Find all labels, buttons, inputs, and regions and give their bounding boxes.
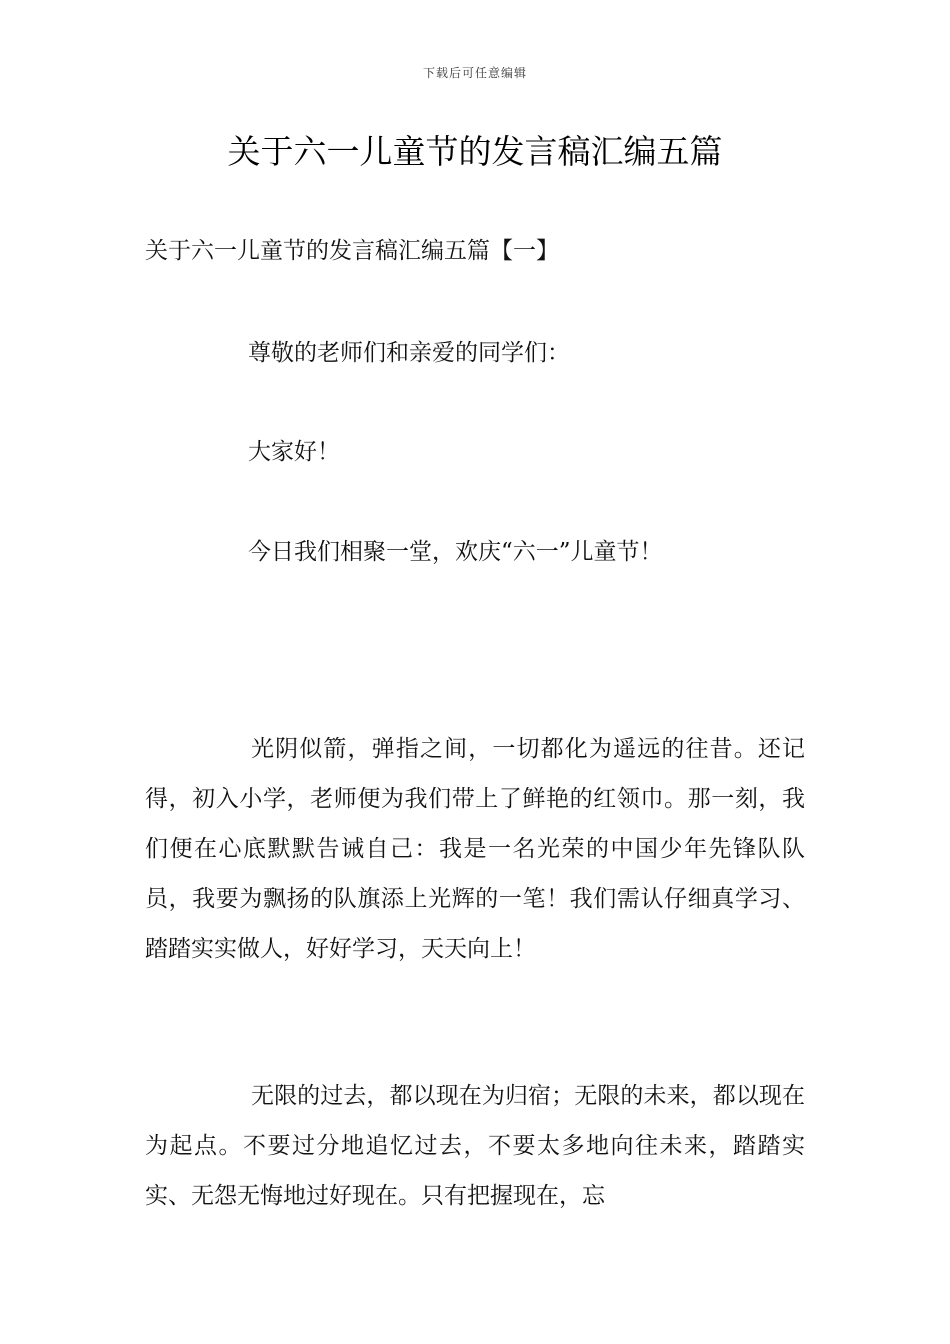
hello-line: 大家好！ <box>248 439 340 465</box>
header-note: 下载后可任意编辑 <box>422 66 527 80</box>
intro-line: 今日我们相聚一堂，欢庆“六一”儿童节！ <box>248 539 663 565</box>
document-title: 关于六一儿童节的发言稿汇编五篇 <box>227 132 723 171</box>
section-heading: 关于六一儿童节的发言稿汇编五篇【一】 <box>145 238 559 264</box>
body-paragraph: 光阴似箭，弹指之间，一切都化为遥远的往昔。还记得，初入小学，老师便为我们带上了鲜艳的红领巾。那一刻，我们便在心底默默告诫自己：我是一名光荣的中国少年先锋队队员，我要为飘扬的队旗添上光辉的一笔！我们需认仔细真学习、踏踏实实做人，好好学习，天天向上！ <box>145 736 805 962</box>
body-paragraph: 无限的过去，都以现在为归宿；无限的未来，都以现在为起点。不要过分地追忆过去，不要太多地向往未来，踏踏实实、无怨无悔地过好现在。只有把握现在，忘 <box>145 1083 805 1209</box>
greeting-line: 尊敬的老师们和亲爱的同学们： <box>248 340 570 366</box>
